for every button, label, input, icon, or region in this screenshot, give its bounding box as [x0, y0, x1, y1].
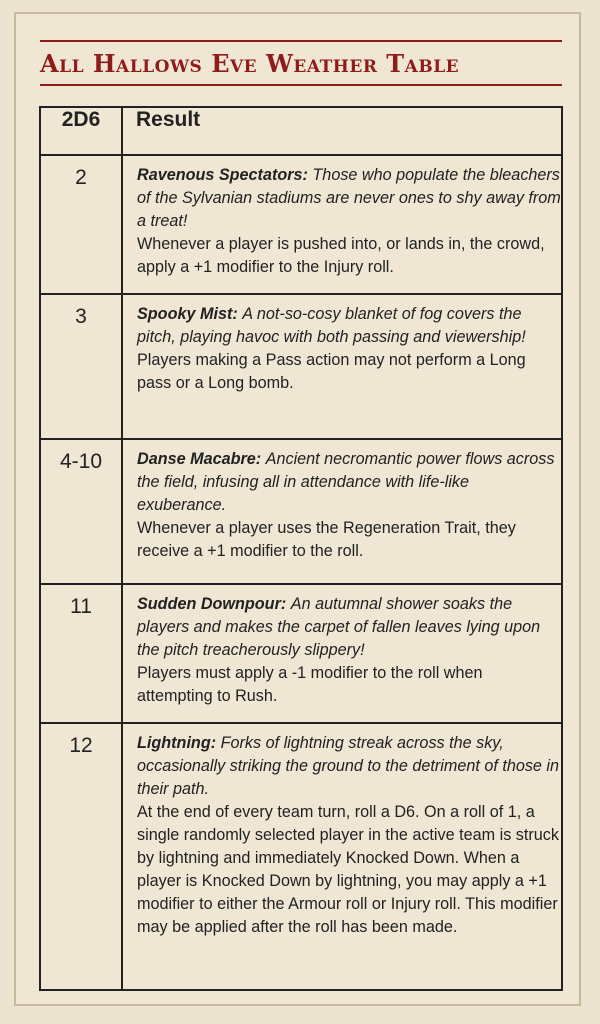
result-flavor: Ancient necromantic power flows across the field, infusing all in attendance with life-like exuberance.	[137, 450, 555, 514]
result-flavor: Those who populate the bleachers of the Sylvanian stadiums are never ones to shy away from a treat!	[137, 166, 561, 230]
result-cell	[122, 584, 562, 723]
roll-value: 11	[40, 584, 122, 723]
title-top-rule	[40, 40, 562, 42]
table-row	[40, 723, 562, 990]
result-cell	[122, 723, 562, 990]
table-header-row	[40, 107, 562, 155]
result-name: Danse Macabre:	[137, 450, 262, 468]
column-header-result: Result	[122, 107, 562, 155]
title-block	[40, 40, 562, 86]
result-flavor: An autumnal shower soaks the players and makes the carpet of fallen leaves lying upon the pitch treacherously slippery!	[137, 595, 541, 659]
result-name: Spooky Mist:	[137, 305, 238, 323]
result-cell	[122, 439, 562, 584]
table-row	[40, 155, 562, 294]
roll-value: 2	[40, 155, 122, 294]
result-effect: Whenever a player uses the Regeneration Trait, they receive a +1 modifier to the roll.	[137, 519, 516, 560]
page-title: All Hallows Eve Weather Table	[40, 49, 460, 78]
result-effect: Whenever a player is pushed into, or lands in, the crowd, apply a +1 modifier to the Injury roll.	[137, 235, 545, 276]
title-bottom-rule	[40, 84, 562, 86]
roll-value: 3	[40, 294, 122, 439]
result-name: Ravenous Spectators:	[137, 166, 308, 184]
weather-table-card	[14, 12, 581, 1006]
result-cell	[122, 294, 562, 439]
weather-table	[39, 106, 563, 991]
roll-value: 4-10	[40, 439, 122, 584]
result-effect: Players making a Pass action may not perform a Long pass or a Long bomb.	[137, 351, 526, 392]
result-flavor: A not-so-cosy blanket of fog covers the pitch, playing havoc with both passing and viewership!	[137, 305, 526, 346]
result-effect: At the end of every team turn, roll a D6. On a roll of 1, a single randomly selected player in the active team is struck by lightning and immediately Knocked Down. When a player is Knocked Down by lightning, you may apply a +1 modifier to either the Armour roll or Injury roll. This modifier may be applied after the roll has been made.	[137, 803, 559, 936]
table-row	[40, 439, 562, 584]
result-name: Sudden Downpour:	[137, 595, 287, 613]
table-row	[40, 294, 562, 439]
roll-value: 12	[40, 723, 122, 990]
table-row	[40, 584, 562, 723]
result-effect: Players must apply a -1 modifier to the roll when attempting to Rush.	[137, 664, 483, 705]
result-flavor: Forks of lightning streak across the sky, occasionally striking the ground to the detriment of those in their path.	[137, 734, 560, 798]
column-header-roll: 2D6	[40, 107, 122, 155]
result-name: Lightning:	[137, 734, 217, 752]
result-cell	[122, 155, 562, 294]
